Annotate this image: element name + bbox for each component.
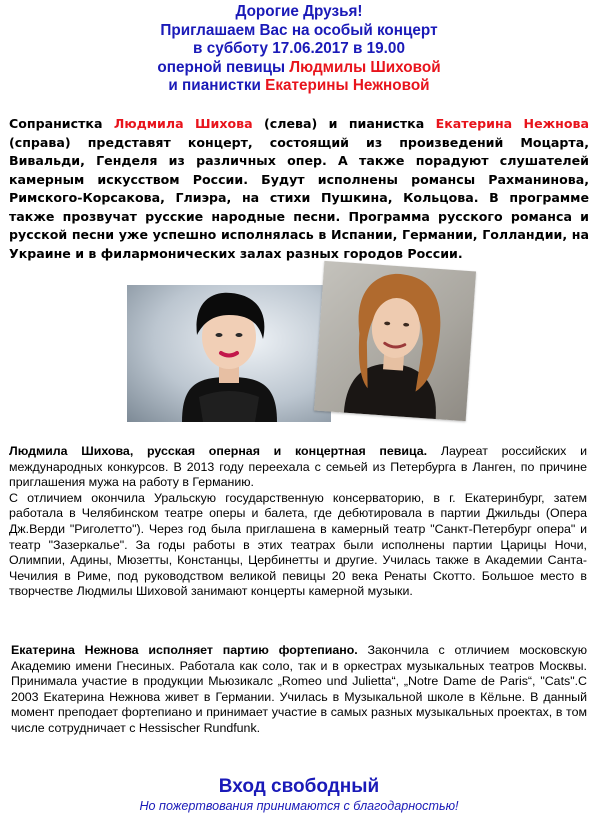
singer-bio-text-1: Лауреат российских и международных конкурсов. В 2013 году переехала с семьей из Петербурга в Ланген, по причине приглашения мужа на работу в Германию.: [9, 444, 587, 490]
singer-photo: [127, 285, 331, 422]
intro-pianist-name: Екатерина Нежнова: [435, 116, 589, 131]
donations-note: Но пожертвования принимаются с благодарностью!: [139, 799, 459, 813]
invitation-line: Приглашаем Вас на особый концерт: [160, 21, 438, 39]
singer-portrait: [127, 285, 331, 422]
intro-text-2: (слева) и пианистка: [252, 116, 436, 131]
invitation-header: [0, 3, 598, 96]
singer-bio-lead: Людмила Шихова, русская оперная и концертная певица.: [9, 444, 428, 458]
pianist-line-prefix: и пианистки: [168, 77, 266, 95]
intro-singer-name: Людмила Шихова: [113, 116, 253, 131]
singer-bio: [9, 444, 587, 600]
performers-photos: [127, 266, 471, 422]
greeting: Дорогие Друзья!: [235, 3, 363, 20]
pianist-line: [0, 77, 598, 96]
pianist-bio: [11, 643, 587, 737]
pianist-portrait: [314, 261, 476, 421]
concert-date: в субботу 17.06.2017 в 19.00: [193, 40, 405, 58]
free-entry-heading: Вход свободный: [218, 776, 380, 797]
pianist-bio-lead: Екатерина Нежнова исполняет партию фортепиано.: [11, 643, 358, 657]
singer-name: Людмилы Шиховой: [289, 58, 441, 76]
pianist-photo: [314, 261, 476, 421]
singer-line: [0, 59, 598, 78]
singer-bio-text-2: С отличием окончила Уральскую государственную консерваторию, в г. Екатеринбург, затем работала в Челябинском театре оперы и балета, где дебютировала в партии Джильды (Опера Дж.Верди "Риголетто"). Через год была приглашена в камерный театр "Санкт-Петербург опера" и театр "Зазеркалье". За годы работы в этих театрах были исполнены партии Царицы Ночи, Олимпии, Адины, Мюзетты, Констанцы, Цербинетты и другие. Училась также в Академии Санта-Чечилия в Риме, под руководством великой певицы 20 века Ренаты Скотто. Большое место в творчестве Людмилы Шиховой занимают концерты камерной музыки.: [9, 490, 587, 599]
pianist-bio-text: Закончила с отличием московскую Академию имени Гнесиных. Работала как соло, так и в оркестрах музыкальных театров Москвы. Принимала участие в продукции Мьюзикалс „Romeo und Julietta“, „Notre Dame de Paris“, "Cats".С 2003 Екатерина Нежнова живет в Германии. Училась в Музыкальной школе в Кёльне. В данный момент преподает фортепиано и принимает участие в самых разных музыкальных проектах, в том числе сотрудничает с Hessischer Rundfunk.: [11, 643, 587, 735]
intro-text-3: (справа) представят концерт, состоящий из произведений Моцарта, Вивальди, Генделя из различных опер. А также порадуют слушателей камерным искусством России. Будут исполнены романсы Рахманинова, Римского-Корсакова, Глиэра, на стихи Пушкина, Кольцова. В программе также прозвучат русские народные песни. Программа русского романса и русской песни уже успешно исполнялась в Испании, Германии, Голландии, на Украине и в филармонических залах разных городов России.: [9, 134, 589, 261]
intro-paragraph: [9, 115, 589, 263]
singer-bio-p1: [9, 444, 587, 491]
intro-text-1: Сопранистка: [9, 116, 114, 131]
pianist-name: Екатерины Нежновой: [265, 77, 430, 95]
singer-line-prefix: оперной певицы: [157, 58, 290, 76]
